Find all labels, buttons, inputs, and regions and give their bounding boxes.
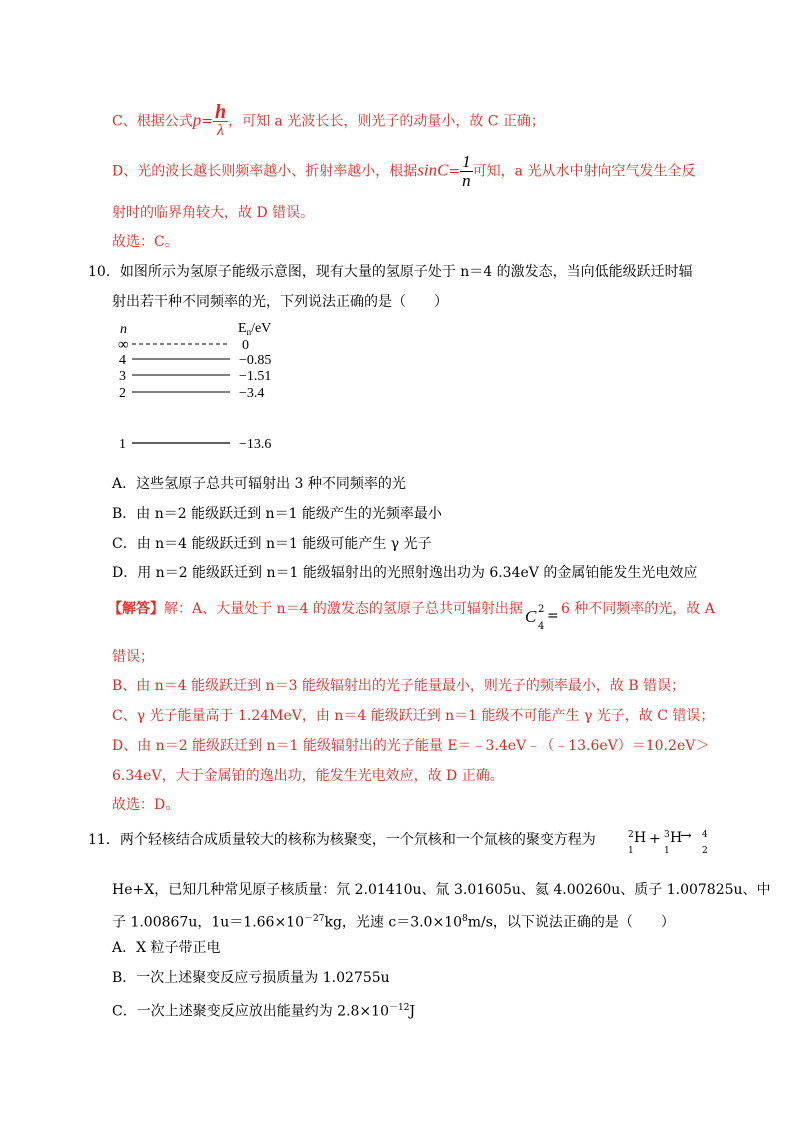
q11-line3-a: 子 1.00867u，1u＝1.66×10 [112, 914, 305, 931]
comb-sup: 2 [537, 604, 545, 615]
level-energy-4: −0.85 [239, 353, 272, 368]
eq-a-sup: 2 [628, 830, 634, 840]
formula-num-1: 1 [462, 152, 471, 171]
q10-option-c: C．由 n＝4 能级跃迁到 n＝1 能级可能产生 γ 光子 [112, 536, 432, 552]
q11-stem-text: 11．两个轻核结合成质量较大的核称为核聚变，一个氘核和一个氚核的聚变方程为 [88, 832, 596, 848]
answer-option-d-line2: 射时的临界角较大，故 D 错误。 [112, 205, 315, 221]
answer-c-suffix: ，可知 a 光波长长，则光子的动量小，故 C 正确； [228, 113, 545, 130]
answer-c-prefix: C、根据公式 [112, 113, 193, 130]
diagram-n-header: n [120, 322, 127, 337]
formula-eq: = [201, 113, 213, 130]
eq-plus: + [649, 831, 661, 847]
q11-option-a: A．X 粒子带正电 [112, 940, 221, 956]
comb-sub: 4 [537, 621, 545, 632]
q10-answer-d2: 6.34eV，大于金属铂的逸出功，能发生光电效应，故 D 正确。 [112, 768, 504, 784]
q10-option-b: B．由 n＝2 能级跃迁到 n＝1 能级产生的光频率最小 [112, 506, 442, 522]
answer-option-d [112, 153, 695, 190]
q11-line3-exp2: 8 [462, 914, 468, 924]
formula-den-lambda: λ [217, 122, 224, 139]
level-energy-infinity: 0 [242, 338, 249, 353]
q10-answer-line2: 错误； [112, 649, 154, 665]
q11-option-b: B．一次上述聚变反应亏损质量为 1.02755u [112, 970, 390, 986]
level-n-2: 2 [119, 386, 126, 401]
eq-c-sup: 4 [702, 830, 708, 840]
formula-fraction-1-n [460, 153, 473, 190]
eq-b-sym: H [670, 830, 683, 846]
level-n-infinity: ∞ [118, 337, 129, 353]
q10-option-d: D．用 n＝2 能级跃迁到 n＝1 能级辐射出的光照射逸出功为 6.34eV 的金属铂能发生光电效应 [112, 565, 698, 581]
answer-tag: 【解答】 [108, 601, 164, 617]
q11-stem-line2: He+X，已知几种常见原子核质量：氘 2.01410u、氚 3.01605u、氦 4.00260u、质子 1.007825u、中 [112, 882, 771, 898]
eq-arrow: → [680, 828, 692, 844]
fusion-equation [622, 822, 712, 862]
q10-answer-d1: D、由 n＝2 能级跃迁到 n＝1 能级辐射出的光子能量 E＝﹣3.4eV﹣（﹣13.6eV）＝10.2eV＞ [112, 738, 710, 754]
q11-stem-line3 [112, 909, 675, 933]
level-n-3: 3 [119, 369, 126, 384]
q10-answer-b: B、由 n＝4 能级跃迁到 n＝3 能级辐射出的光子能量最小，则光子的频率最小，故 B 错误； [112, 678, 686, 694]
eq-b-sup: 3 [664, 830, 670, 840]
q10-conclusion: 故选：D。 [112, 797, 180, 813]
q10-answer-suffix: 6 种不同频率的光，故 A [560, 601, 715, 617]
q11-option-c [112, 998, 415, 1022]
level-energy-1: −13.6 [239, 437, 272, 452]
eq-c-sub: 2 [702, 846, 708, 856]
energy-level-diagram [112, 318, 312, 458]
q10-answer-prefix: 解：A、大量处于 n＝4 的激发态的氢原子总共可辐射出据 [164, 601, 523, 617]
combination-formula [523, 597, 561, 632]
diagram-e-header: $E_n/eV$ [238, 321, 272, 337]
formula-den-n: n [462, 171, 471, 190]
level-n-1: 1 [119, 437, 126, 452]
formula-p: p [192, 110, 202, 130]
q11-option-c-exp: －12 [388, 1003, 410, 1013]
formula-sinc: sinC [417, 160, 449, 180]
q11-line3-b: kg，光速 c＝3.0×10 [324, 914, 463, 931]
q11-option-c-b: J [409, 1003, 416, 1020]
q10-option-a: A．这些氢原子总共可辐射出 3 种不同频率的光 [112, 476, 406, 492]
q10-answer-c: C、γ 光子能量高于 1.24MeV，由 n＝4 能级跃迁到 n＝1 能级不可能产生 γ 光子，故 C 错误； [112, 708, 715, 724]
level-energy-2: −3.4 [239, 386, 265, 401]
eq-a-sub: 1 [628, 846, 634, 856]
formula-eq-2: = [448, 163, 461, 180]
q10-stem-line1: 10．如图所示为氢原子能级示意图，现有大量的氢原子处于 n＝4 的激发态，当向低能级跃迁时辐 [88, 264, 693, 280]
comb-base: C [524, 607, 537, 626]
formula-fraction-h-lambda [213, 103, 228, 140]
q9-conclusion: 故选：C。 [112, 234, 179, 250]
q10-stem-line2: 射出若干种不同频率的光，下列说法正确的是（ ） [112, 294, 448, 310]
comb-eq: = [546, 608, 559, 624]
formula-num-h: h [214, 101, 227, 123]
q11-line3-c: m/s，以下说法正确的是（ ） [467, 914, 675, 931]
q10-answer-line1 [108, 592, 715, 632]
eq-b-sub: 1 [664, 846, 670, 856]
answer-option-c [112, 103, 545, 140]
level-n-4: 4 [119, 353, 126, 368]
q11-line3-exp1: －27 [304, 914, 325, 924]
answer-d-prefix: D、光的波长越长则频率越小、折射率越小，根据 [112, 163, 418, 180]
eq-a-sym: H [634, 830, 647, 846]
answer-d-suffix: 可知，a 光从水中射向空气发生全反 [472, 163, 696, 180]
level-energy-3: −1.51 [239, 369, 272, 384]
q11-stem-line1 [88, 826, 596, 854]
q11-option-c-a: C．一次上述聚变反应放出能量约为 2.8×10 [112, 1003, 389, 1020]
